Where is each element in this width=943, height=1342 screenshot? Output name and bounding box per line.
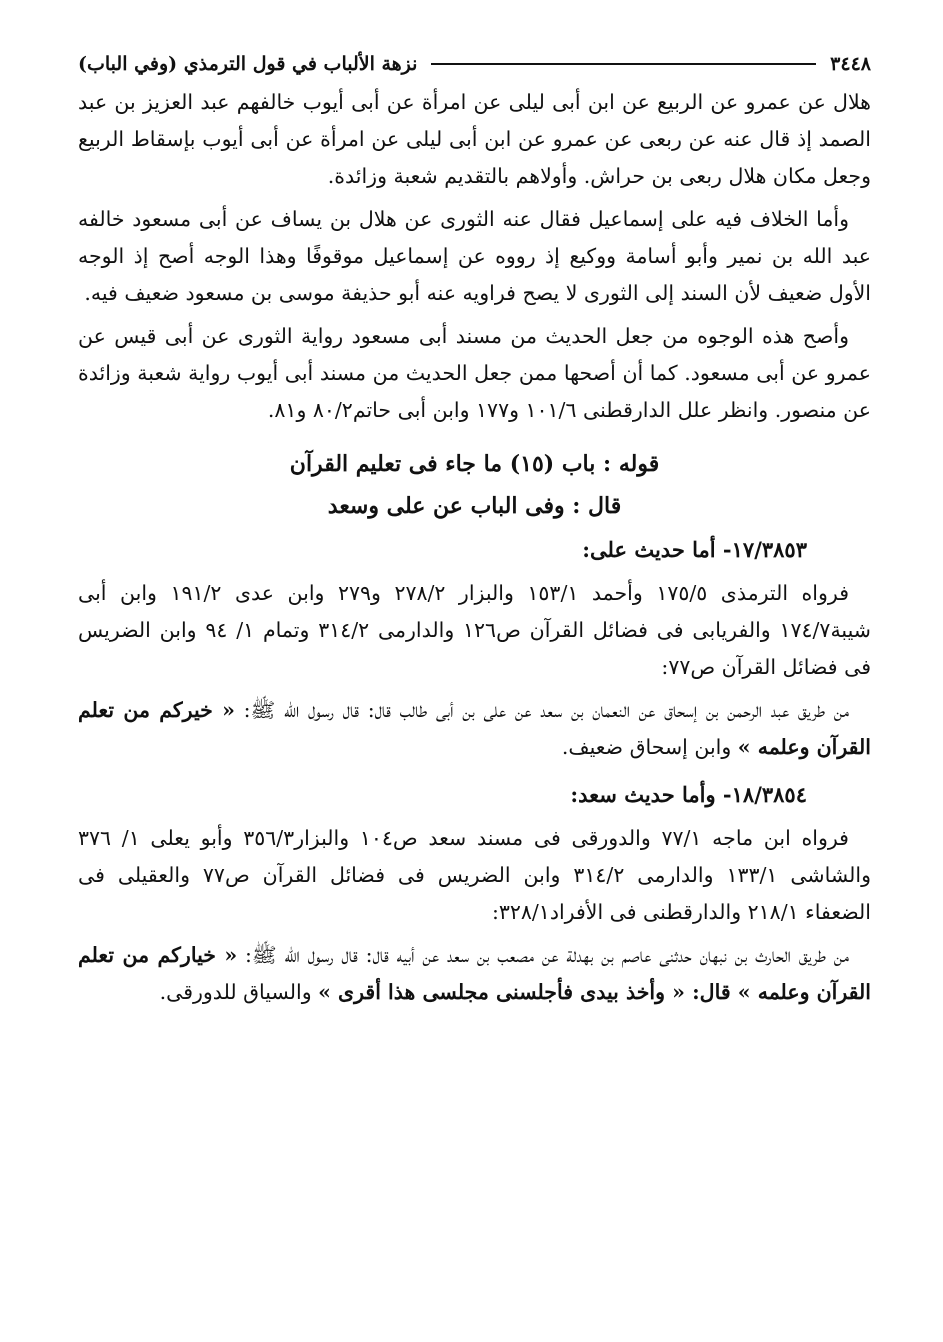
isnad-text: من طريق الحارث بن نبهان حدثنى عاصم بن بهدلة عن مصعب بن سعد عن أبيه قال: bbox=[365, 943, 849, 967]
isnad-paragraph bbox=[78, 937, 871, 1011]
hadith-saad-section bbox=[78, 774, 871, 1011]
isnad-text: من طريق عبد الرحمن بن إسحاق عن النعمان بن سعد عن على بن أبى طالب قال: bbox=[367, 698, 849, 722]
matn-intro: قال رسول الله ﷺ: bbox=[234, 698, 359, 722]
page-number: ٣٤٤٨ bbox=[830, 53, 871, 75]
paragraph: وأصح هذه الوجوه من جعل الحديث من مسند أبى مسعود رواية الثورى عن أبى قيس عن عمرو عن أبى مسعود. كما أن أصحها ممن جعل الحديث من مسند أبى أيوب رواية شعبة وزائدة عن منصور. وانظر علل الدارقطنى ١٠١/٦ و١٧٧ وابن أبى حاتم٨٠/٢ و٨١. bbox=[78, 324, 871, 422]
matn-text: « خياركم من تعلم القرآن وعلمه » bbox=[78, 943, 871, 1004]
matn-after: وابن إسحاق ضعيف. bbox=[561, 735, 738, 759]
hadith-title: ١٧/٣٨٥٣- أما حديث على: bbox=[582, 537, 807, 562]
hadith-ali-section bbox=[78, 529, 871, 766]
paragraph: هلال عن عمرو عن الربيع عن ابن أبى ليلى عن امرأة عن أبى أيوب خالفهم عبد العزيز بن عبد الصمد إذ قال عنه عن ربعى عن عمرو عن ابن أبى ليلى عن امرأة عن أبى أيوب بإسقاط الربيع وجعل مكان هلال ربعى بن حراش. وأولاهم بالتقديم شعبة وزائدة. bbox=[78, 90, 871, 188]
chapter-heading: قوله : باب (١٥) ما جاء فى تعليم القرآن bbox=[289, 451, 660, 477]
running-title: نزهة الألباب في قول الترمذي (وفي الباب) bbox=[78, 53, 418, 75]
isnad-paragraph bbox=[78, 692, 871, 766]
header-rule bbox=[431, 63, 816, 65]
chapter-subheading: قال : وفى الباب عن على وسعد bbox=[327, 493, 622, 519]
takhrij-paragraph: فرواه ابن ماجه ٧٧/١ والدورقى فى مسند سعد ص١٠٤ والبزار٣٥٦/٣ وأبو يعلى ١/ ٣٧٦ والشاشى ١٣٣/١ والدارمى ٣١٤/٢ وابن الضريس فى فضائل القرآن ص٧٧ والعقيلى فى الضعفاء ٢١٨/١ والدارقطنى فى الأفراد٣٢٨/١: bbox=[78, 826, 871, 924]
running-header bbox=[78, 44, 871, 84]
matn-text: « خيركم من تعلم القرآن وعلمه » bbox=[78, 698, 871, 759]
matn-after: والسياق للدورقى. bbox=[159, 980, 319, 1004]
takhrij-paragraph: فرواه الترمذى ١٧٥/٥ وأحمد ١٥٣/١ والبزار ٢٧٨/٢ و٢٧٩ وابن عدى ١٩١/٢ وابن أبى شيبة١٧٤/٧ والفريابى فى فضائل القرآن ص١٢٦ والدارمى ٣١٤/٢ وتمام ١/ ٩٤ وابن الضريس فى فضائل القرآن ص٧٧: bbox=[78, 581, 871, 679]
hadith-title: ١٨/٣٨٥٤- وأما حديث سعد: bbox=[570, 782, 807, 807]
paragraph: وأما الخلاف فيه على إسماعيل فقال عنه الثورى عن هلال بن يساف عن أبى مسعود خالفه عبد الله بن نمير وأبو أسامة ووكيع إذ رووه عن إسماعيل موقوفًا وهذا الوجه أصح إذ الوجه الأول ضعيف لأن السند إلى الثورى لا يصح فراويه عنه أبو حذيفة موسى بن مسعود ضعيف فيه. bbox=[78, 207, 871, 305]
matn-intro: قال رسول الله ﷺ: bbox=[237, 943, 358, 967]
matn-continuation: قال: « وأخذ بيدى فأجلسنى مجلسى هذا أقرى » bbox=[318, 980, 738, 1004]
